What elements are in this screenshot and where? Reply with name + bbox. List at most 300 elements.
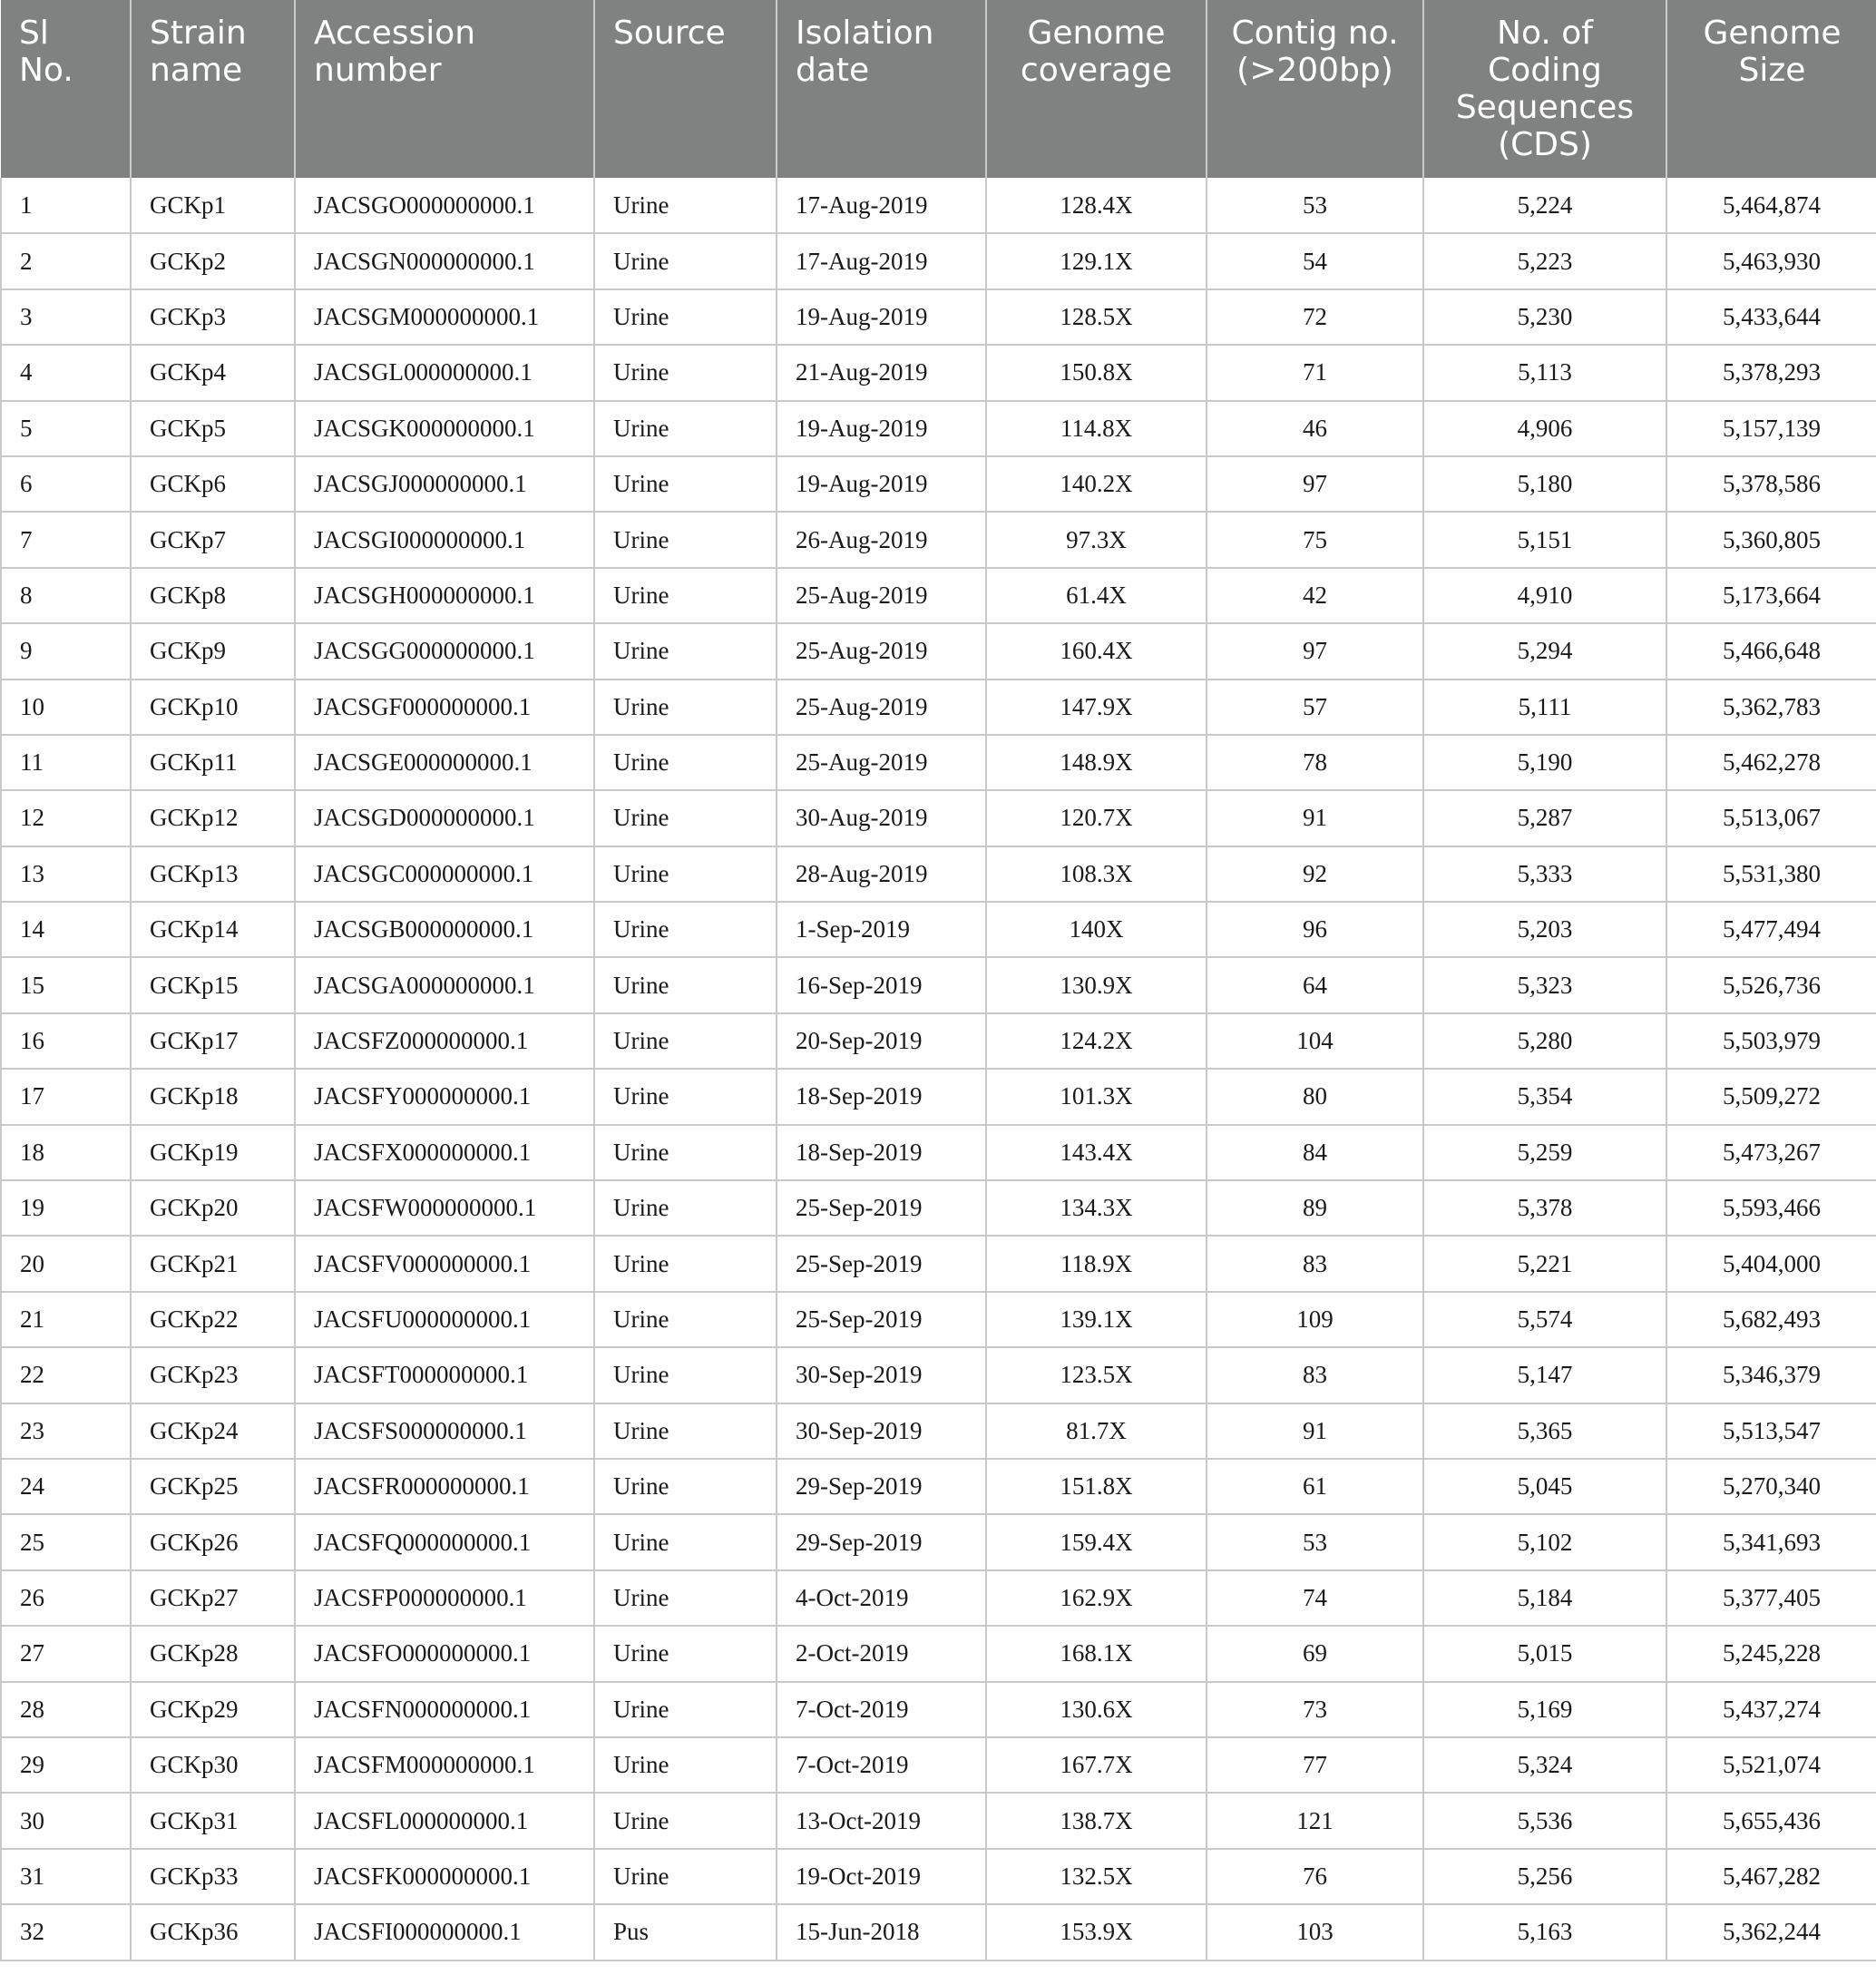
cell-source: Urine bbox=[594, 623, 777, 679]
cell-isolation-date: 18-Sep-2019 bbox=[777, 1125, 986, 1180]
cell-accession-number: JACSGI000000000.1 bbox=[295, 512, 594, 567]
cell-genome-coverage: 162.9X bbox=[986, 1570, 1207, 1626]
header-genome-size: Genome Size bbox=[1666, 0, 1876, 178]
table-row bbox=[1, 401, 1876, 456]
cell-genome-size: 5,513,547 bbox=[1666, 1403, 1876, 1459]
cell-sl-no: 14 bbox=[1, 902, 131, 957]
cell-sl-no: 6 bbox=[1, 456, 131, 512]
cell-source: Urine bbox=[594, 790, 777, 846]
cell-genome-coverage: 132.5X bbox=[986, 1849, 1207, 1904]
cell-strain-name: GCKp9 bbox=[131, 623, 295, 679]
cell-cds-count: 5,147 bbox=[1423, 1347, 1666, 1403]
header-genome-coverage: Genome coverage bbox=[986, 0, 1207, 178]
cell-genome-coverage: 153.9X bbox=[986, 1904, 1207, 1960]
cell-strain-name: GCKp12 bbox=[131, 790, 295, 846]
cell-cds-count: 5,287 bbox=[1423, 790, 1666, 846]
cell-cds-count: 5,324 bbox=[1423, 1737, 1666, 1793]
cell-strain-name: GCKp19 bbox=[131, 1125, 295, 1180]
header-cds-count: No. of Coding Sequences (CDS) bbox=[1423, 0, 1666, 178]
cell-isolation-date: 19-Aug-2019 bbox=[777, 289, 986, 345]
cell-strain-name: GCKp2 bbox=[131, 233, 295, 288]
cell-sl-no: 4 bbox=[1, 345, 131, 400]
cell-cds-count: 5,113 bbox=[1423, 345, 1666, 400]
cell-source: Urine bbox=[594, 345, 777, 400]
cell-isolation-date: 29-Sep-2019 bbox=[777, 1459, 986, 1514]
cell-genome-coverage: 97.3X bbox=[986, 512, 1207, 567]
cell-genome-size: 5,362,244 bbox=[1666, 1904, 1876, 1960]
cell-cds-count: 5,256 bbox=[1423, 1849, 1666, 1904]
cell-accession-number: JACSGN000000000.1 bbox=[295, 233, 594, 288]
cell-contig-no: 46 bbox=[1207, 401, 1423, 456]
cell-cds-count: 5,180 bbox=[1423, 456, 1666, 512]
cell-genome-size: 5,270,340 bbox=[1666, 1459, 1876, 1514]
cell-accession-number: JACSGE000000000.1 bbox=[295, 735, 594, 790]
cell-contig-no: 73 bbox=[1207, 1682, 1423, 1737]
cell-accession-number: JACSFM000000000.1 bbox=[295, 1737, 594, 1793]
cell-sl-no: 8 bbox=[1, 568, 131, 623]
cell-accession-number: JACSFQ000000000.1 bbox=[295, 1514, 594, 1569]
cell-genome-coverage: 81.7X bbox=[986, 1403, 1207, 1459]
cell-isolation-date: 25-Aug-2019 bbox=[777, 568, 986, 623]
table-row bbox=[1, 1236, 1876, 1291]
cell-cds-count: 5,223 bbox=[1423, 233, 1666, 288]
cell-strain-name: GCKp18 bbox=[131, 1069, 295, 1124]
cell-isolation-date: 19-Aug-2019 bbox=[777, 456, 986, 512]
cell-contig-no: 77 bbox=[1207, 1737, 1423, 1793]
cell-sl-no: 15 bbox=[1, 957, 131, 1012]
cell-contig-no: 61 bbox=[1207, 1459, 1423, 1514]
cell-source: Urine bbox=[594, 902, 777, 957]
cell-accession-number: JACSFY000000000.1 bbox=[295, 1069, 594, 1124]
table-row bbox=[1, 1180, 1876, 1236]
cell-genome-size: 5,377,405 bbox=[1666, 1570, 1876, 1626]
cell-sl-no: 16 bbox=[1, 1013, 131, 1069]
cell-source: Urine bbox=[594, 1626, 777, 1681]
cell-accession-number: JACSFV000000000.1 bbox=[295, 1236, 594, 1291]
cell-source: Urine bbox=[594, 1292, 777, 1347]
cell-source: Urine bbox=[594, 1347, 777, 1403]
cell-genome-coverage: 139.1X bbox=[986, 1292, 1207, 1347]
cell-sl-no: 24 bbox=[1, 1459, 131, 1514]
cell-genome-coverage: 129.1X bbox=[986, 233, 1207, 288]
cell-isolation-date: 13-Oct-2019 bbox=[777, 1793, 986, 1848]
cell-strain-name: GCKp23 bbox=[131, 1347, 295, 1403]
cell-sl-no: 17 bbox=[1, 1069, 131, 1124]
cell-genome-coverage: 130.6X bbox=[986, 1682, 1207, 1737]
cell-contig-no: 103 bbox=[1207, 1904, 1423, 1960]
cell-sl-no: 31 bbox=[1, 1849, 131, 1904]
table-row bbox=[1, 1514, 1876, 1569]
cell-genome-size: 5,464,874 bbox=[1666, 178, 1876, 233]
header-sl-no: Sl No. bbox=[1, 0, 131, 178]
cell-genome-coverage: 101.3X bbox=[986, 1069, 1207, 1124]
table-row bbox=[1, 1013, 1876, 1069]
table-row bbox=[1, 289, 1876, 345]
cell-sl-no: 12 bbox=[1, 790, 131, 846]
cell-cds-count: 5,045 bbox=[1423, 1459, 1666, 1514]
cell-contig-no: 96 bbox=[1207, 902, 1423, 957]
cell-contig-no: 64 bbox=[1207, 957, 1423, 1012]
cell-genome-size: 5,346,379 bbox=[1666, 1347, 1876, 1403]
cell-contig-no: 42 bbox=[1207, 568, 1423, 623]
table-row bbox=[1, 735, 1876, 790]
cell-sl-no: 27 bbox=[1, 1626, 131, 1681]
cell-genome-coverage: 140X bbox=[986, 902, 1207, 957]
cell-accession-number: JACSGA000000000.1 bbox=[295, 957, 594, 1012]
cell-genome-coverage: 140.2X bbox=[986, 456, 1207, 512]
cell-contig-no: 69 bbox=[1207, 1626, 1423, 1681]
cell-genome-coverage: 138.7X bbox=[986, 1793, 1207, 1848]
cell-genome-size: 5,655,436 bbox=[1666, 1793, 1876, 1848]
header-row bbox=[1, 0, 1876, 178]
cell-source: Urine bbox=[594, 1403, 777, 1459]
cell-strain-name: GCKp3 bbox=[131, 289, 295, 345]
cell-genome-coverage: 167.7X bbox=[986, 1737, 1207, 1793]
cell-genome-size: 5,473,267 bbox=[1666, 1125, 1876, 1180]
cell-contig-no: 53 bbox=[1207, 1514, 1423, 1569]
cell-cds-count: 5,169 bbox=[1423, 1682, 1666, 1737]
cell-cds-count: 5,230 bbox=[1423, 289, 1666, 345]
table-row bbox=[1, 1793, 1876, 1848]
cell-isolation-date: 1-Sep-2019 bbox=[777, 902, 986, 957]
header-accession-number: Accession number bbox=[295, 0, 594, 178]
cell-sl-no: 28 bbox=[1, 1682, 131, 1737]
cell-genome-size: 5,463,930 bbox=[1666, 233, 1876, 288]
cell-isolation-date: 17-Aug-2019 bbox=[777, 233, 986, 288]
cell-genome-coverage: 159.4X bbox=[986, 1514, 1207, 1569]
cell-genome-coverage: 123.5X bbox=[986, 1347, 1207, 1403]
cell-contig-no: 91 bbox=[1207, 1403, 1423, 1459]
cell-accession-number: JACSFU000000000.1 bbox=[295, 1292, 594, 1347]
cell-contig-no: 92 bbox=[1207, 846, 1423, 902]
cell-sl-no: 25 bbox=[1, 1514, 131, 1569]
cell-contig-no: 78 bbox=[1207, 735, 1423, 790]
cell-strain-name: GCKp24 bbox=[131, 1403, 295, 1459]
cell-accession-number: JACSFN000000000.1 bbox=[295, 1682, 594, 1737]
cell-cds-count: 5,184 bbox=[1423, 1570, 1666, 1626]
cell-cds-count: 5,536 bbox=[1423, 1793, 1666, 1848]
cell-cds-count: 5,574 bbox=[1423, 1292, 1666, 1347]
cell-genome-size: 5,245,228 bbox=[1666, 1626, 1876, 1681]
cell-accession-number: JACSFW000000000.1 bbox=[295, 1180, 594, 1236]
cell-source: Urine bbox=[594, 1180, 777, 1236]
cell-contig-no: 83 bbox=[1207, 1236, 1423, 1291]
cell-strain-name: GCKp6 bbox=[131, 456, 295, 512]
cell-genome-coverage: 148.9X bbox=[986, 735, 1207, 790]
cell-genome-coverage: 128.5X bbox=[986, 289, 1207, 345]
cell-genome-size: 5,341,693 bbox=[1666, 1514, 1876, 1569]
cell-source: Urine bbox=[594, 957, 777, 1012]
cell-sl-no: 7 bbox=[1, 512, 131, 567]
cell-strain-name: GCKp5 bbox=[131, 401, 295, 456]
cell-accession-number: JACSFS000000000.1 bbox=[295, 1403, 594, 1459]
table-row bbox=[1, 1682, 1876, 1737]
cell-source: Urine bbox=[594, 680, 777, 735]
cell-accession-number: JACSGL000000000.1 bbox=[295, 345, 594, 400]
cell-sl-no: 26 bbox=[1, 1570, 131, 1626]
cell-genome-size: 5,521,074 bbox=[1666, 1737, 1876, 1793]
cell-sl-no: 32 bbox=[1, 1904, 131, 1960]
cell-contig-no: 53 bbox=[1207, 178, 1423, 233]
cell-contig-no: 83 bbox=[1207, 1347, 1423, 1403]
cell-source: Urine bbox=[594, 735, 777, 790]
table-row bbox=[1, 623, 1876, 679]
cell-sl-no: 23 bbox=[1, 1403, 131, 1459]
cell-isolation-date: 20-Sep-2019 bbox=[777, 1013, 986, 1069]
cell-genome-size: 5,433,644 bbox=[1666, 289, 1876, 345]
cell-contig-no: 72 bbox=[1207, 289, 1423, 345]
cell-genome-size: 5,173,664 bbox=[1666, 568, 1876, 623]
cell-isolation-date: 17-Aug-2019 bbox=[777, 178, 986, 233]
cell-sl-no: 11 bbox=[1, 735, 131, 790]
cell-accession-number: JACSFK000000000.1 bbox=[295, 1849, 594, 1904]
cell-strain-name: GCKp25 bbox=[131, 1459, 295, 1514]
cell-genome-coverage: 118.9X bbox=[986, 1236, 1207, 1291]
cell-cds-count: 5,224 bbox=[1423, 178, 1666, 233]
cell-contig-no: 109 bbox=[1207, 1292, 1423, 1347]
table-row bbox=[1, 512, 1876, 567]
cell-genome-coverage: 120.7X bbox=[986, 790, 1207, 846]
cell-genome-coverage: 134.3X bbox=[986, 1180, 1207, 1236]
cell-cds-count: 5,378 bbox=[1423, 1180, 1666, 1236]
cell-isolation-date: 28-Aug-2019 bbox=[777, 846, 986, 902]
cell-sl-no: 18 bbox=[1, 1125, 131, 1180]
cell-genome-size: 5,378,293 bbox=[1666, 345, 1876, 400]
cell-source: Urine bbox=[594, 289, 777, 345]
cell-genome-coverage: 151.8X bbox=[986, 1459, 1207, 1514]
cell-isolation-date: 16-Sep-2019 bbox=[777, 957, 986, 1012]
cell-isolation-date: 15-Jun-2018 bbox=[777, 1904, 986, 1960]
cell-cds-count: 5,323 bbox=[1423, 957, 1666, 1012]
cell-strain-name: GCKp13 bbox=[131, 846, 295, 902]
cell-source: Urine bbox=[594, 233, 777, 288]
cell-isolation-date: 30-Aug-2019 bbox=[777, 790, 986, 846]
cell-sl-no: 3 bbox=[1, 289, 131, 345]
cell-sl-no: 20 bbox=[1, 1236, 131, 1291]
header-source: Source bbox=[594, 0, 777, 178]
table-row bbox=[1, 1459, 1876, 1514]
cell-cds-count: 5,294 bbox=[1423, 623, 1666, 679]
cell-genome-coverage: 150.8X bbox=[986, 345, 1207, 400]
cell-cds-count: 5,333 bbox=[1423, 846, 1666, 902]
table-row bbox=[1, 233, 1876, 288]
cell-isolation-date: 21-Aug-2019 bbox=[777, 345, 986, 400]
cell-source: Urine bbox=[594, 512, 777, 567]
cell-strain-name: GCKp31 bbox=[131, 1793, 295, 1848]
cell-genome-size: 5,509,272 bbox=[1666, 1069, 1876, 1124]
cell-cds-count: 5,151 bbox=[1423, 512, 1666, 567]
cell-source: Urine bbox=[594, 846, 777, 902]
cell-genome-coverage: 143.4X bbox=[986, 1125, 1207, 1180]
cell-sl-no: 29 bbox=[1, 1737, 131, 1793]
cell-sl-no: 2 bbox=[1, 233, 131, 288]
cell-accession-number: JACSGH000000000.1 bbox=[295, 568, 594, 623]
cell-strain-name: GCKp33 bbox=[131, 1849, 295, 1904]
cell-sl-no: 5 bbox=[1, 401, 131, 456]
table-body bbox=[1, 178, 1876, 1960]
table-row bbox=[1, 1737, 1876, 1793]
cell-accession-number: JACSFP000000000.1 bbox=[295, 1570, 594, 1626]
table-row bbox=[1, 902, 1876, 957]
cell-isolation-date: 30-Sep-2019 bbox=[777, 1347, 986, 1403]
cell-source: Urine bbox=[594, 178, 777, 233]
cell-isolation-date: 4-Oct-2019 bbox=[777, 1570, 986, 1626]
cell-source: Urine bbox=[594, 568, 777, 623]
cell-genome-size: 5,503,979 bbox=[1666, 1013, 1876, 1069]
cell-genome-size: 5,531,380 bbox=[1666, 846, 1876, 902]
cell-contig-no: 74 bbox=[1207, 1570, 1423, 1626]
cell-strain-name: GCKp14 bbox=[131, 902, 295, 957]
table-row bbox=[1, 1849, 1876, 1904]
cell-accession-number: JACSGD000000000.1 bbox=[295, 790, 594, 846]
cell-source: Urine bbox=[594, 1236, 777, 1291]
header-strain-name: Strain name bbox=[131, 0, 295, 178]
cell-accession-number: JACSGO000000000.1 bbox=[295, 178, 594, 233]
cell-source: Urine bbox=[594, 1069, 777, 1124]
table-row bbox=[1, 1292, 1876, 1347]
cell-genome-coverage: 61.4X bbox=[986, 568, 1207, 623]
cell-isolation-date: 25-Aug-2019 bbox=[777, 623, 986, 679]
cell-accession-number: JACSFI000000000.1 bbox=[295, 1904, 594, 1960]
cell-cds-count: 5,259 bbox=[1423, 1125, 1666, 1180]
cell-isolation-date: 7-Oct-2019 bbox=[777, 1682, 986, 1737]
cell-genome-size: 5,462,278 bbox=[1666, 735, 1876, 790]
cell-genome-size: 5,404,000 bbox=[1666, 1236, 1876, 1291]
cell-isolation-date: 25-Sep-2019 bbox=[777, 1292, 986, 1347]
cell-genome-size: 5,467,282 bbox=[1666, 1849, 1876, 1904]
cell-cds-count: 5,365 bbox=[1423, 1403, 1666, 1459]
cell-cds-count: 4,910 bbox=[1423, 568, 1666, 623]
cell-strain-name: GCKp21 bbox=[131, 1236, 295, 1291]
cell-cds-count: 5,280 bbox=[1423, 1013, 1666, 1069]
cell-accession-number: JACSGJ000000000.1 bbox=[295, 456, 594, 512]
table-row bbox=[1, 456, 1876, 512]
cell-strain-name: GCKp1 bbox=[131, 178, 295, 233]
cell-source: Urine bbox=[594, 401, 777, 456]
cell-genome-size: 5,526,736 bbox=[1666, 957, 1876, 1012]
cell-accession-number: JACSGC000000000.1 bbox=[295, 846, 594, 902]
header-isolation-date: Isolation date bbox=[777, 0, 986, 178]
cell-strain-name: GCKp29 bbox=[131, 1682, 295, 1737]
cell-sl-no: 1 bbox=[1, 178, 131, 233]
cell-contig-no: 121 bbox=[1207, 1793, 1423, 1848]
cell-contig-no: 97 bbox=[1207, 456, 1423, 512]
table-row bbox=[1, 1904, 1876, 1960]
cell-contig-no: 84 bbox=[1207, 1125, 1423, 1180]
cell-strain-name: GCKp22 bbox=[131, 1292, 295, 1347]
table-row bbox=[1, 1403, 1876, 1459]
cell-contig-no: 89 bbox=[1207, 1180, 1423, 1236]
cell-contig-no: 80 bbox=[1207, 1069, 1423, 1124]
cell-genome-coverage: 114.8X bbox=[986, 401, 1207, 456]
cell-source: Urine bbox=[594, 1682, 777, 1737]
cell-contig-no: 54 bbox=[1207, 233, 1423, 288]
cell-strain-name: GCKp17 bbox=[131, 1013, 295, 1069]
cell-accession-number: JACSGK000000000.1 bbox=[295, 401, 594, 456]
cell-isolation-date: 7-Oct-2019 bbox=[777, 1737, 986, 1793]
cell-accession-number: JACSFL000000000.1 bbox=[295, 1793, 594, 1848]
cell-source: Urine bbox=[594, 1459, 777, 1514]
cell-accession-number: JACSGG000000000.1 bbox=[295, 623, 594, 679]
cell-accession-number: JACSFZ000000000.1 bbox=[295, 1013, 594, 1069]
table-row bbox=[1, 680, 1876, 735]
cell-strain-name: GCKp7 bbox=[131, 512, 295, 567]
cell-sl-no: 30 bbox=[1, 1793, 131, 1848]
cell-strain-name: GCKp11 bbox=[131, 735, 295, 790]
cell-genome-size: 5,593,466 bbox=[1666, 1180, 1876, 1236]
cell-genome-size: 5,360,805 bbox=[1666, 512, 1876, 567]
cell-strain-name: GCKp28 bbox=[131, 1626, 295, 1681]
cell-accession-number: JACSFX000000000.1 bbox=[295, 1125, 594, 1180]
cell-isolation-date: 25-Aug-2019 bbox=[777, 680, 986, 735]
cell-cds-count: 5,163 bbox=[1423, 1904, 1666, 1960]
cell-source: Urine bbox=[594, 1013, 777, 1069]
cell-accession-number: JACSFO000000000.1 bbox=[295, 1626, 594, 1681]
cell-genome-size: 5,513,067 bbox=[1666, 790, 1876, 846]
cell-isolation-date: 18-Sep-2019 bbox=[777, 1069, 986, 1124]
cell-strain-name: GCKp4 bbox=[131, 345, 295, 400]
cell-genome-coverage: 108.3X bbox=[986, 846, 1207, 902]
cell-strain-name: GCKp27 bbox=[131, 1570, 295, 1626]
cell-source: Urine bbox=[594, 1514, 777, 1569]
cell-contig-no: 104 bbox=[1207, 1013, 1423, 1069]
cell-accession-number: JACSFR000000000.1 bbox=[295, 1459, 594, 1514]
cell-genome-size: 5,157,139 bbox=[1666, 401, 1876, 456]
table-row bbox=[1, 1125, 1876, 1180]
cell-cds-count: 5,102 bbox=[1423, 1514, 1666, 1569]
cell-genome-coverage: 124.2X bbox=[986, 1013, 1207, 1069]
cell-cds-count: 5,203 bbox=[1423, 902, 1666, 957]
cell-cds-count: 5,354 bbox=[1423, 1069, 1666, 1124]
cell-genome-size: 5,477,494 bbox=[1666, 902, 1876, 957]
cell-contig-no: 91 bbox=[1207, 790, 1423, 846]
cell-cds-count: 5,190 bbox=[1423, 735, 1666, 790]
cell-isolation-date: 25-Sep-2019 bbox=[777, 1180, 986, 1236]
cell-strain-name: GCKp36 bbox=[131, 1904, 295, 1960]
cell-genome-size: 5,437,274 bbox=[1666, 1682, 1876, 1737]
table-row bbox=[1, 1069, 1876, 1124]
cell-source: Urine bbox=[594, 1570, 777, 1626]
cell-genome-size: 5,466,648 bbox=[1666, 623, 1876, 679]
cell-sl-no: 22 bbox=[1, 1347, 131, 1403]
cell-sl-no: 9 bbox=[1, 623, 131, 679]
cell-strain-name: GCKp20 bbox=[131, 1180, 295, 1236]
cell-genome-coverage: 130.9X bbox=[986, 957, 1207, 1012]
cell-cds-count: 5,015 bbox=[1423, 1626, 1666, 1681]
cell-sl-no: 13 bbox=[1, 846, 131, 902]
cell-strain-name: GCKp15 bbox=[131, 957, 295, 1012]
cell-sl-no: 10 bbox=[1, 680, 131, 735]
cell-accession-number: JACSGM000000000.1 bbox=[295, 289, 594, 345]
cell-contig-no: 71 bbox=[1207, 345, 1423, 400]
table-row bbox=[1, 568, 1876, 623]
table-row bbox=[1, 846, 1876, 902]
cell-genome-coverage: 128.4X bbox=[986, 178, 1207, 233]
cell-strain-name: GCKp8 bbox=[131, 568, 295, 623]
cell-isolation-date: 19-Aug-2019 bbox=[777, 401, 986, 456]
cell-source: Urine bbox=[594, 1125, 777, 1180]
cell-genome-size: 5,362,783 bbox=[1666, 680, 1876, 735]
header-contig-no: Contig no. (>200bp) bbox=[1207, 0, 1423, 178]
cell-cds-count: 5,221 bbox=[1423, 1236, 1666, 1291]
table-row bbox=[1, 1347, 1876, 1403]
cell-sl-no: 21 bbox=[1, 1292, 131, 1347]
cell-genome-coverage: 160.4X bbox=[986, 623, 1207, 679]
cell-genome-size: 5,682,493 bbox=[1666, 1292, 1876, 1347]
cell-contig-no: 75 bbox=[1207, 512, 1423, 567]
table-row bbox=[1, 345, 1876, 400]
cell-sl-no: 19 bbox=[1, 1180, 131, 1236]
